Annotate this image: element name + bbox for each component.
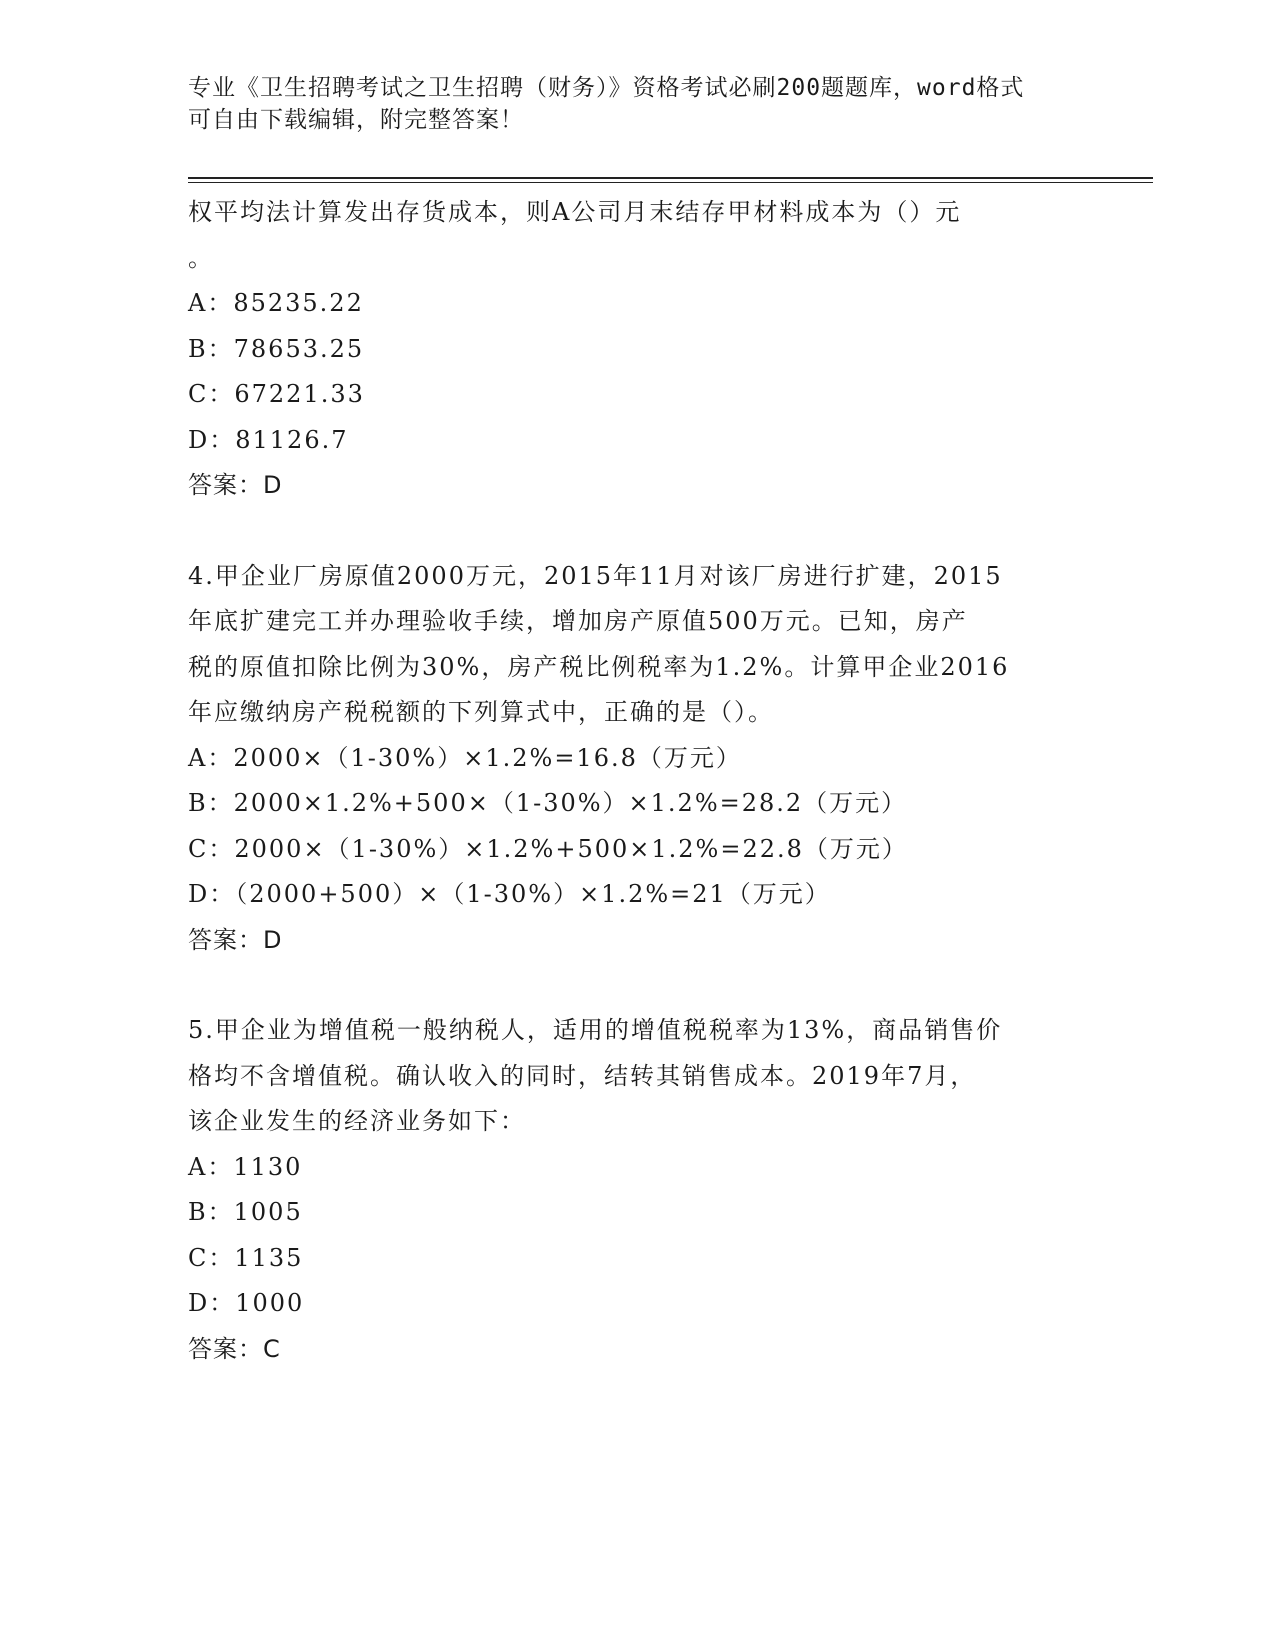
question-stem-line: 格均不含增值税。确认收入的同时，结转其销售成本。2019年7月， <box>188 1061 977 1090</box>
header-divider-thick <box>188 177 1153 179</box>
question-stem-line: 5.甲企业为增值税一般纳税人，适用的增值税税率为13%，商品销售价 <box>188 1016 1003 1044</box>
answer-line: 答案：C <box>188 1334 281 1363</box>
option-a: A：2000×（1-30%）×1.2%=16.8（万元） <box>188 743 742 772</box>
question-spacer <box>188 509 1088 554</box>
option-d: D：81126.7 <box>188 425 349 454</box>
question-stem-line: 税的原值扣除比例为30%，房产税比例税率为1.2%。计算甲企业2016 <box>188 652 1010 681</box>
option-c: C：67221.33 <box>188 380 365 408</box>
option-a: A：85235.22 <box>188 289 364 317</box>
header-title-line-1: 专业《卫生招聘考试之卫生招聘（财务）》资格考试必刷200题题库，word格式 <box>188 75 1025 101</box>
question-3 <box>188 190 1088 509</box>
question-stem-line: 年底扩建完工并办理验收手续，增加房产原值500万元。已知，房产 <box>188 607 968 635</box>
option-c: C：1135 <box>188 1243 304 1272</box>
document-header <box>188 72 1068 136</box>
answer-line: 答案：D <box>188 925 283 954</box>
question-spacer <box>188 963 1088 1008</box>
question-stem-line: 4.甲企业厂房原值2000万元，2015年11月对该厂房进行扩建，2015 <box>188 561 1003 590</box>
document-body <box>188 190 1088 1372</box>
question-5 <box>188 1008 1088 1372</box>
question-stem-line: 年应缴纳房产税税额的下列算式中，正确的是（）。 <box>188 698 774 726</box>
option-c: C：2000×（1-30%）×1.2%+500×1.2%=22.8（万元） <box>188 834 908 863</box>
question-stem-line: 该企业发生的经济业务如下： <box>188 1107 526 1135</box>
option-a: A：1130 <box>188 1152 303 1181</box>
option-b: B：2000×1.2%+500×（1-30%）×1.2%=28.2（万元） <box>188 789 908 817</box>
option-d: D：（2000+500）×（1-30%）×1.2%=21（万元） <box>188 880 831 908</box>
header-title-line-2: 可自由下载编辑，附完整答案！ <box>188 107 524 133</box>
question-stem-line: 。 <box>188 243 214 272</box>
question-4 <box>188 554 1088 964</box>
option-b: B：78653.25 <box>188 334 365 363</box>
question-stem-line: 权平均法计算发出存货成本，则A公司月末结存甲材料成本为（）元 <box>188 198 962 226</box>
option-d: D：1000 <box>188 1289 305 1317</box>
header-divider-thin <box>188 182 1153 183</box>
answer-line: 答案：D <box>188 471 283 499</box>
option-b: B：1005 <box>188 1198 303 1226</box>
